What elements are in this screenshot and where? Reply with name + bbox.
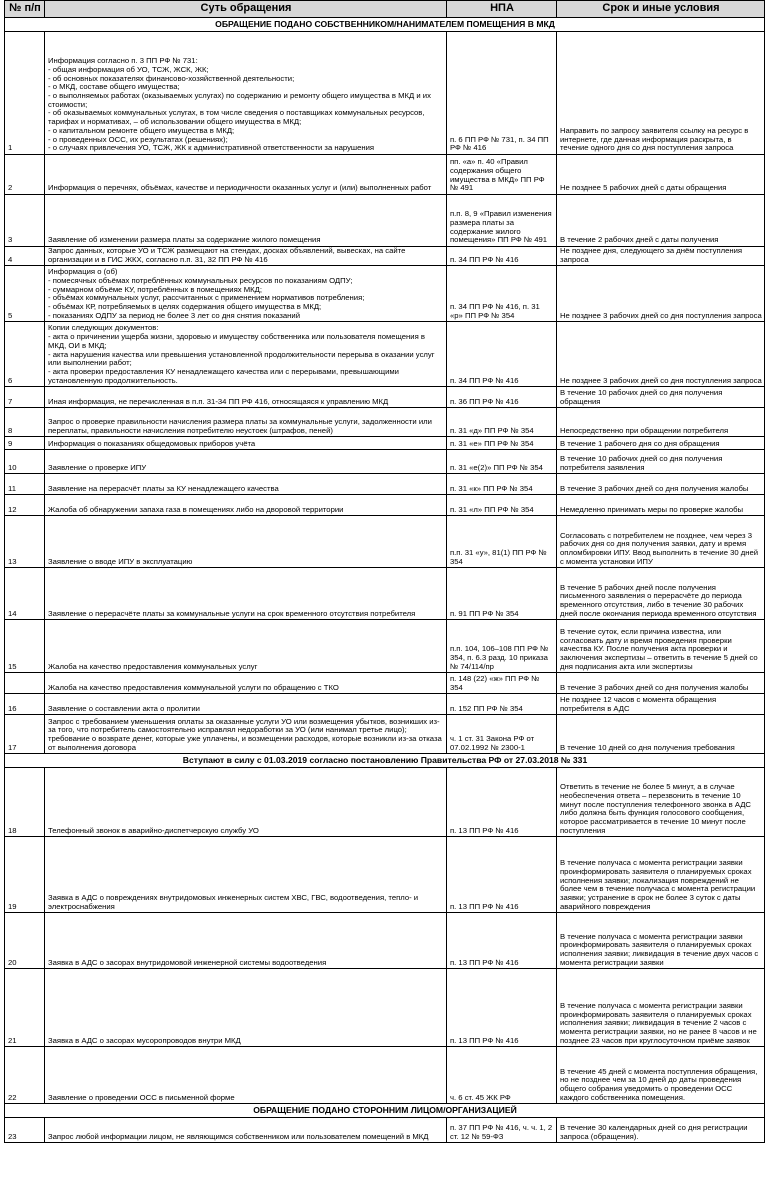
table-row [5,1047,765,1104]
row-npa: п.п. 31 «у», 81(1) ПП РФ № 354 [447,516,557,568]
row-number: 20 [5,913,45,969]
row-npa: ч. 1 ст. 31 Закона РФ от 07.02.1992 № 2300-1 [447,715,557,754]
row-number: 10 [5,450,45,474]
table-row [5,568,765,620]
row-essence: Запрос любой информации лицом, не являющимся собственником или пользователем помещений в МКД [45,1118,447,1143]
section-title-owner: ОБРАЩЕНИЕ ПОДАНО СОБСТВЕННИКОМ/НАНИМАТЕЛЕМ ПОМЕЩЕНИЯ В МКД [5,18,765,32]
row-essence: Запрос с требованием уменьшения оплаты за оказанные услуги УО или возмещения убытков, возникших из-за того, что потребитель самостоятельно исправлял недоработки за УО (или нанимал третье лицо); требование о возврате денег, которые уже уплачены, и возмещении расходов, которые возникли из-за отказа от выполнения договора [45,715,447,754]
row-essence: Жалоба на качество предоставления коммунальной услуги по обращению с ТКО [45,673,447,694]
row-number: 12 [5,495,45,516]
row-term: В течение 3 рабочих дней со дня получения жалобы [557,474,765,495]
table-row [5,266,765,322]
table-row [5,969,765,1047]
table-row [5,516,765,568]
row-essence: Заявление на перерасчёт платы за КУ ненадлежащего качества [45,474,447,495]
row-npa: п.п. 8, 9 «Правил изменения размера платы за содержание жилого помещения» ПП РФ № 491 [447,195,557,247]
row-essence: Жалоба об обнаружении запаха газа в помещениях либо на дворовой территории [45,495,447,516]
row-npa: п.п. 104, 106–108 ПП РФ № 354, п. 6.3 разд. 10 приказа № 74/114/пр [447,620,557,673]
row-npa: п. 37 ПП РФ № 416, ч. ч. 1, 2 ст. 12 № 59-ФЗ [447,1118,557,1143]
table-row [5,450,765,474]
row-essence: Копии следующих документов: - акта о причинении ущерба жизни, здоровью и имуществу собственника или пользователя помещения в МКД, ОИ в МКД; - акта нарушения качества или превышения установленной продолжительности перерыва в оказании услуг или выполнении работ; - акта проверки предоставления КУ ненадлежащего качества или с перерывами, превышающими установленную продолжительность. [45,322,447,387]
row-number: 22 [5,1047,45,1104]
row-npa: п. 13 ПП РФ № 416 [447,969,557,1047]
row-npa: п. 152 ПП РФ № 354 [447,694,557,715]
appeals-table [4,0,765,1143]
row-term: В течение получаса с момента регистрации заявки проинформировать заявителя о планируемых сроках исполнения заявки; локализация повреждений не более чем в течение получаса с момента регистрации заявки; устранение в срок не более 3 суток с даты аварийного повреждения [557,837,765,913]
row-essence: Запрос данных, которые УО и ТСЖ размещают на стендах, досках объявлений, вывесках, на сайте организации и в ГИС ЖКХ, согласно п.п. 31, 32 ПП РФ № 416 [45,247,447,266]
row-essence: Иная информация, не перечисленная в п.п. 31-34 ПП РФ 416, относящаяся к управлению МКД [45,387,447,408]
row-number: 9 [5,437,45,450]
row-term: Не позднее дня, следующего за днём поступления запроса [557,247,765,266]
row-npa: п. 31 «л» ПП РФ № 354 [447,495,557,516]
row-term: Согласовать с потребителем не позднее, чем через 3 рабочих дня со дня получения заявки, дату и время опломбировки ИПУ. Ввод выполнить в течение 30 дней с момента установки ИПУ [557,516,765,568]
row-term: Не позднее 3 рабочих дней со дня поступления запроса [557,266,765,322]
row-npa: п. 31 «е(2)» ПП РФ № 354 [447,450,557,474]
table-row [5,1118,765,1143]
row-essence: Телефонный звонок в аварийно-диспетчерскую службу УО [45,768,447,837]
row-essence: Запрос о проверке правильности начисления размера платы за коммунальные услуги, задолженности или переплаты, правильности начисления потребителю неустоек (штрафов, пеней) [45,408,447,437]
row-term: Немедленно принимать меры по проверке жалобы [557,495,765,516]
row-npa: п. 148 (22) «ж» ПП РФ № 354 [447,673,557,694]
table-row [5,913,765,969]
row-npa: п. 31 «е» ПП РФ № 354 [447,437,557,450]
row-term: В течение 30 календарных дней со дня регистрации запроса (обращения). [557,1118,765,1143]
table-row [5,195,765,247]
row-essence: Заявление о перерасчёте платы за коммунальные услуги на срок временного отсутствия потребителя [45,568,447,620]
row-number: 14 [5,568,45,620]
row-term: В течение 45 дней с момента поступления обращения, но не позднее чем за 10 дней до даты проведения общего собрания уведомить о проведении ОСС каждого собственника помещения. [557,1047,765,1104]
row-essence: Заявление о вводе ИПУ в эксплуатацию [45,516,447,568]
row-term: В течение 10 дней со дня получения требования [557,715,765,754]
row-term: Ответить в течение не более 5 минут, а в случае необеспечения ответа – перезвонить в течение 10 минут после поступления телефонного звонка в АДС либо должна быть функция голосового сообщения, которое рассматривается в течение 10 минут после поступления [557,768,765,837]
table-body [5,18,765,1143]
header-essence: Суть обращения [45,1,447,18]
row-term: Направить по запросу заявителя ссылку на ресурс в интернете, где данная информация раскрыта, в течение одного дня со дня поступления запроса [557,32,765,155]
header-num: № п/п [5,1,45,18]
row-term: В течение получаса с момента регистрации заявки проинформировать заявителя о планируемых сроках исполнения заявки; ликвидация в течение двух часов с момента регистрации заявки [557,913,765,969]
row-essence: Информация о перечнях, объёмах, качестве и периодичности оказанных услуг и (или) выполненных работ [45,155,447,195]
row-essence: Заявление об изменении размера платы за содержание жилого помещения [45,195,447,247]
table-row [5,768,765,837]
row-npa: ч. 6 ст. 45 ЖК РФ [447,1047,557,1104]
row-essence: Заявка в АДС о повреждениях внутридомовых инженерных систем ХВС, ГВС, водоотведения, тепло- и электроснабжения [45,837,447,913]
row-number: 8 [5,408,45,437]
row-number: 21 [5,969,45,1047]
row-number [5,673,45,694]
row-term: В течение получаса с момента регистрации заявки проинформировать заявителя о планируемых сроках исполнения заявки; ликвидация в течение 2 часов с момента регистрации заявки, но не ранее 8 часов и не позднее 23 часов при круглосуточном приёме заявок [557,969,765,1047]
row-npa: п. 31 «к» ПП РФ № 354 [447,474,557,495]
table-row [5,694,765,715]
row-npa: п. 6 ПП РФ № 731, п. 34 ПП РФ № 416 [447,32,557,155]
row-npa: п. 13 ПП РФ № 416 [447,913,557,969]
row-number: 3 [5,195,45,247]
row-npa: п. 13 ПП РФ № 416 [447,837,557,913]
row-term: В течение суток, если причина известна, или согласовать дату и время проведения проверки качества КУ. После получения акта проверки и заключения экспертизы – ответить в течение 5 дней со дня подписания акта или экспертизы [557,620,765,673]
table-row [5,474,765,495]
table-row [5,715,765,754]
row-number: 2 [5,155,45,195]
row-npa: п. 36 ПП РФ № 416 [447,387,557,408]
row-number: 1 [5,32,45,155]
row-essence: Информация о показаниях общедомовых приборов учёта [45,437,447,450]
row-term: В течение 3 рабочих дней со дня получения жалобы [557,673,765,694]
table-row [5,32,765,155]
row-term: В течение 10 рабочих дней со дня получения обращения [557,387,765,408]
row-term: Непосредственно при обращении потребителя [557,408,765,437]
header-npa: НПА [447,1,557,18]
row-term: Не позднее 12 часов с момента обращения потребителя в АДС [557,694,765,715]
row-term: В течение 1 рабочего дня со дня обращения [557,437,765,450]
row-term: Не позднее 3 рабочих дней со дня поступления запроса [557,322,765,387]
table-row [5,155,765,195]
section-title-third: ОБРАЩЕНИЕ ПОДАНО СТОРОННИМ ЛИЦОМ/ОРГАНИЗАЦИЕЙ [5,1104,765,1118]
section-row [5,754,765,768]
row-number: 16 [5,694,45,715]
row-essence: Информация согласно п. 3 ПП РФ № 731: - общая информация об УО, ТСЖ, ЖСК, ЖК; - об основных показателях финансово-хозяйственной деятельности; - о МКД, составе общего имущества; - о выполняемых работах (оказываемых услугах) по содержанию и ремонту общего имущества в МКД и их стоимости; - об оказываемых коммунальных услугах, в том числе сведения о поставщиках коммунальных ресурсов, тарифах и нормативах, – об использовании общего имущества в МКД; - о капитальном ремонте общего имущества в МКД; - о проведенных ОСС, их результатах (решениях); - о случаях привлечения УО, ТСЖ, ЖК к административной ответственности за нарушения [45,32,447,155]
header-term: Срок и иные условия [557,1,765,18]
row-essence: Заявка в АДС о засорах внутридомовой инженерной системы водоотведения [45,913,447,969]
table-row [5,408,765,437]
section-title-effective: Вступают в силу с 01.03.2019 согласно постановлению Правительства РФ от 27.03.2018 № 331 [5,754,765,768]
row-number: 7 [5,387,45,408]
row-number: 5 [5,266,45,322]
row-term: Не позднее 5 рабочих дней с даты обращения [557,155,765,195]
row-npa: пп. «а» п. 40 «Правил содержания общего имущества в МКД» ПП РФ № 491 [447,155,557,195]
row-term: В течение 5 рабочих дней после получения письменного заявления о перерасчёте до периода временного отсутствия, либо в течение 30 рабочих дней после окончания периода временного отсутствия [557,568,765,620]
section-row [5,18,765,32]
row-number: 11 [5,474,45,495]
row-essence: Информация о (об) - помесячных объёмах потреблённых коммунальных ресурсов по показаниям ОДПУ; - суммарном объёме КУ, потреблённых в помещениях МКД; - объёмах коммунальных услуг, рассчитанных с применением нормативов потребления; - объёмах КР, потребляемых в целях содержания общего имущества в МКД; - показаниях ОДПУ за период не более 3 лет со дня снятия показаний [45,266,447,322]
row-npa: п. 34 ПП РФ № 416 [447,322,557,387]
row-npa: п. 34 ПП РФ № 416, п. 31 «р» ПП РФ № 354 [447,266,557,322]
table-row [5,837,765,913]
row-number: 13 [5,516,45,568]
row-term: В течение 10 рабочих дней со дня получения потребителя заявления [557,450,765,474]
row-number: 6 [5,322,45,387]
row-essence: Заявление о составлении акта о пролитии [45,694,447,715]
row-number: 4 [5,247,45,266]
row-number: 19 [5,837,45,913]
row-npa: п. 31 «д» ПП РФ № 354 [447,408,557,437]
row-number: 15 [5,620,45,673]
table-row [5,673,765,694]
table-row [5,620,765,673]
table-row [5,495,765,516]
table-header-row [5,1,765,18]
row-npa: п. 91 ПП РФ № 354 [447,568,557,620]
row-number: 18 [5,768,45,837]
table-row [5,247,765,266]
section-row [5,1104,765,1118]
row-essence: Заявление о проведении ОСС в письменной форме [45,1047,447,1104]
row-essence: Заявка в АДС о засорах мусоропроводов внутри МКД [45,969,447,1047]
table-row [5,387,765,408]
row-essence: Заявление о проверке ИПУ [45,450,447,474]
row-npa: п. 34 ПП РФ № 416 [447,247,557,266]
row-number: 17 [5,715,45,754]
row-npa: п. 13 ПП РФ № 416 [447,768,557,837]
table-row [5,437,765,450]
table-row [5,322,765,387]
row-number: 23 [5,1118,45,1143]
row-term: В течение 2 рабочих дней с даты получения [557,195,765,247]
row-essence: Жалоба на качество предоставления коммунальных услуг [45,620,447,673]
